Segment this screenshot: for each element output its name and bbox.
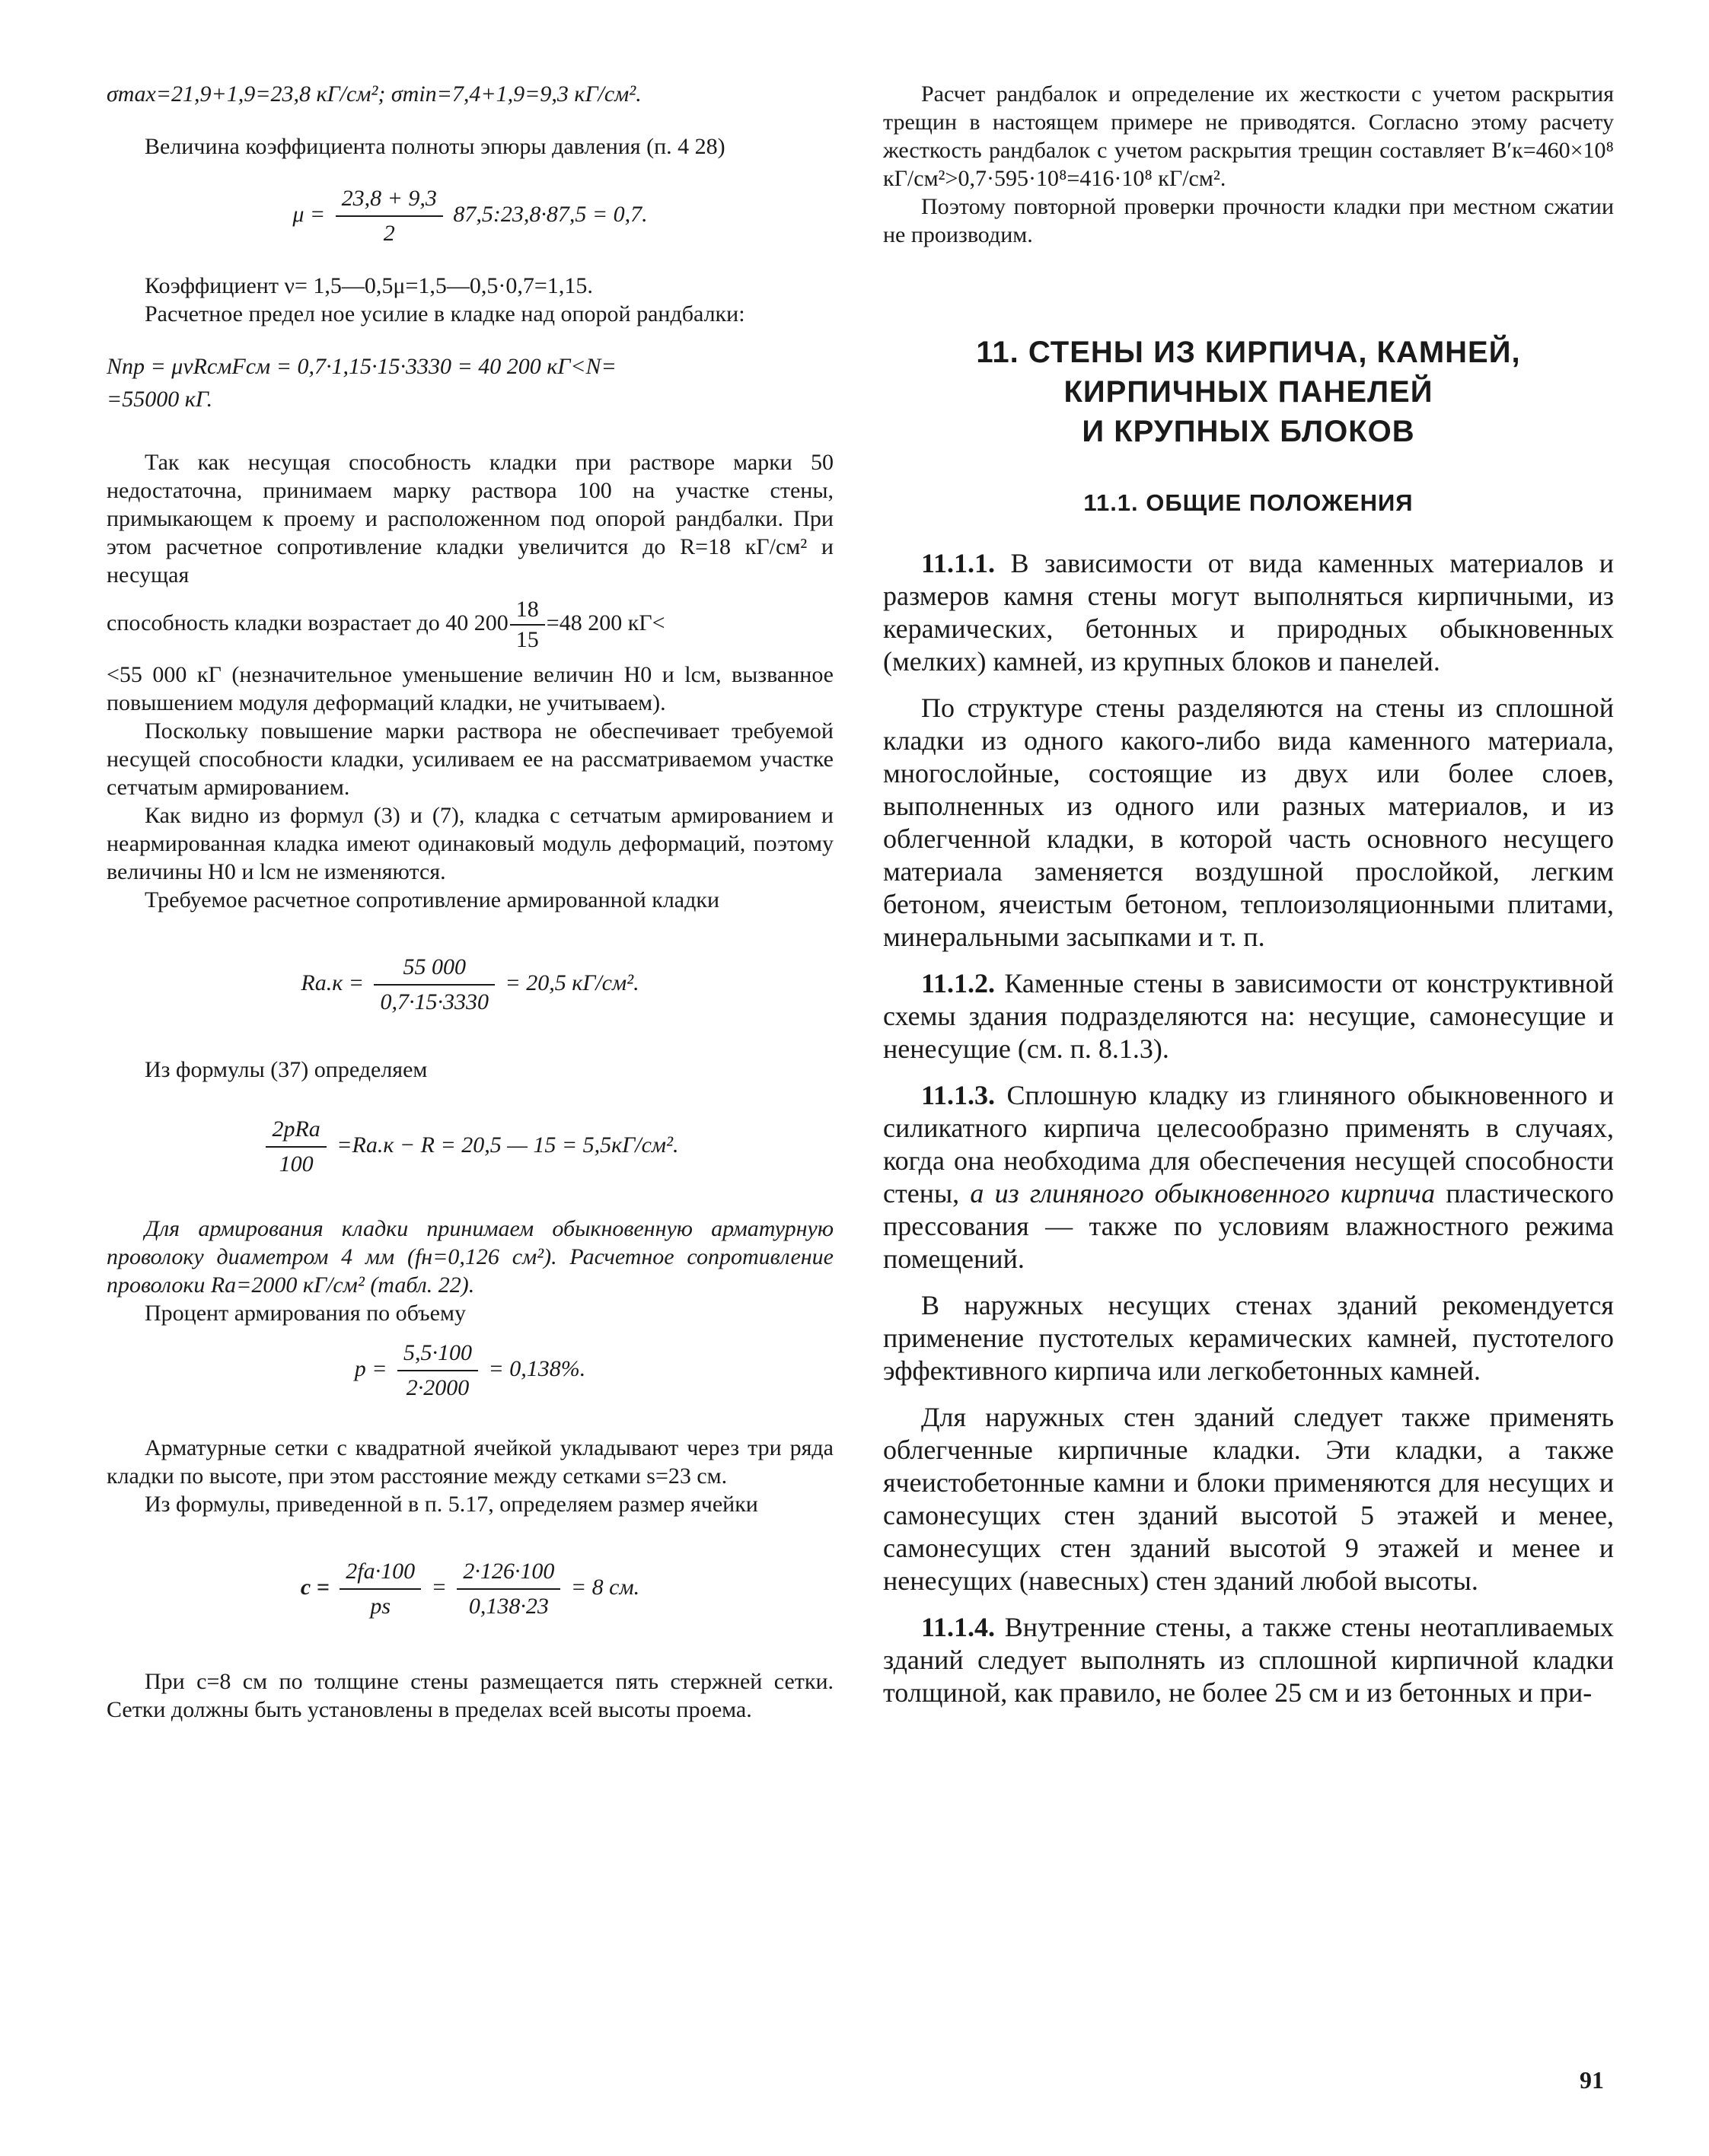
clause-11-1-2: [883, 967, 1614, 1065]
clause-number: 11.1.1.: [921, 548, 996, 578]
denominator: ps: [370, 1594, 391, 1619]
paragraph: Из формулы (37) определяем: [145, 1057, 428, 1082]
formula-c: [107, 1556, 834, 1622]
fraction: [457, 1556, 560, 1622]
paragraph: Для наружных стен зданий следует также применять облегченные кирпичные кладки. Эти кладки, а также ячеистобетонные камни и блоки применяются для несущих и самонесущих стен зданий высотой 5 этажей и менее, самонесущих стен зданий высотой 9 этажей и менее и ненесущих (навесных) стен зданий любой высоты.: [883, 1402, 1614, 1596]
clause-text: Каменные стены в зависимости от конструктивной схемы здания подразделяются на: несущие, самонесущие и ненесущие (см. п. 8.1.3).: [883, 968, 1614, 1064]
denominator: 100: [279, 1151, 314, 1177]
formula-rhs: = 20,5 кГ/см².: [505, 970, 639, 995]
formula-eq: =: [431, 1574, 447, 1600]
formula-rhs: 87,5:23,8·87,5 = 0,7.: [453, 201, 648, 227]
fraction: [266, 1114, 326, 1180]
clause-text: Сплошную кладку из глиняного обыкновенного и силикатного кирпича целесообразно применять в случаях, когда она необходима для обеспечения несущей способности стены,: [883, 1080, 1614, 1209]
numerator: 23,8 + 9,3: [336, 183, 443, 217]
numerator: 2·126·100: [457, 1556, 560, 1590]
formula-text: =48 200 кГ<: [546, 610, 665, 635]
formula-lhs: Rа.к =: [301, 970, 364, 995]
stress-values-line: σmax=21,9+1,9=23,8 кГ/см²; σmin=7,4+1,9=9,3 кГ/см².: [107, 81, 642, 107]
paragraph: В наружных несущих стенах зданий рекомендуется применение пустотелых керамических камней, пустотелого эффективного кирпича или легкобетонных камней.: [883, 1290, 1614, 1386]
formula-npr: [107, 352, 834, 413]
clause-number: 11.1.3.: [921, 1080, 996, 1110]
numerator: 5,5·100: [397, 1338, 478, 1371]
heading-line: КИРПИЧНЫХ ПАНЕЛЕЙ: [1063, 375, 1433, 409]
formula-rhs: =Rа.к − R = 20,5 — 15 = 5,5кГ/см².: [336, 1132, 679, 1158]
left-column: [107, 80, 834, 1724]
clause-text: Внутренние стены, а также стены неотапливаемых зданий следует выполнять из сплошной кирпичной кладки толщиной, как правило, не более 25 см и из бетонных и при-: [883, 1612, 1614, 1708]
numerator: 55 000: [374, 952, 495, 986]
paragraph: Так как несущая способность кладки при растворе марки 50 недостаточна, принимаем марку раствора 100 на участке стены, примыкающем к проему и расположенном под опорой рандбалки. При этом расчетное сопротивление кладки увеличится до R=18 кГ/см² и несущая: [107, 450, 834, 588]
paragraph: Как видно из формул (3) и (7), кладка с сетчатым армированием и неармированная кладка имеют одинаковый модуль деформаций, поэтому величины H0 и lсм не изменяются.: [107, 803, 834, 884]
heading-line: И КРУПНЫХ БЛОКОВ: [1082, 415, 1415, 448]
paragraph: Поэтому повторной проверки прочности кладки при местном сжатии не производим.: [883, 194, 1614, 247]
right-column: [883, 80, 1614, 1709]
formula-inline-capacity: [107, 597, 834, 653]
paragraph: Из формулы, приведенной в п. 5.17, определяем размер ячейки: [145, 1492, 758, 1517]
formula-lhs: μ =: [292, 201, 326, 227]
numerator: 2pRа: [266, 1114, 326, 1148]
fraction: [336, 183, 443, 249]
fraction: [397, 1338, 478, 1403]
clause-number: 11.1.2.: [921, 968, 996, 998]
subsection-heading-11-1: 11.1. ОБЩИЕ ПОЛОЖЕНИЯ: [1083, 489, 1414, 516]
formula-lhs: p =: [354, 1355, 387, 1381]
formula-rak: [107, 952, 834, 1017]
numerator: 18: [510, 597, 545, 626]
clause-text: пластического прессования — также по условиям влажностного режима помещений.: [883, 1178, 1614, 1274]
paragraph: Величина коэффициента полноты эпюры давления (п. 4 28): [145, 134, 725, 159]
clause-11-1-3: [883, 1079, 1614, 1275]
clause-text-italic: а из глиняного обыкновенного кирпича: [970, 1178, 1436, 1209]
paragraph: Расчет рандбалок и определение их жесткости с учетом раскрытия трещин в настоящем примере не приводятся. Согласно этому расчету жесткость рандбалок с учетом раскрытия трещин составляет B′к=460×10⁸ кГ/см²>0,7·595·10⁸=416·10⁸ кГ/см².: [883, 81, 1614, 191]
paragraph: По структуре стены разделяются на стены из сплошной кладки из одного какого-либо вида каменного материала, многослойные, состоящие из двух или более слоев, выполненных из одного или разных материалов, и из облегченной кладки, в которой часть основного несущего материала заменяется воздушной прослойкой, легким бетоном, ячеистым бетоном, теплоизоляционными плитами, минеральными засыпками и т. п.: [883, 693, 1614, 952]
denominator: 15: [515, 627, 539, 652]
denominator: 0,138·23: [468, 1594, 549, 1619]
clause-number: 11.1.4.: [921, 1612, 996, 1642]
formula-p: [107, 1338, 834, 1403]
formula-line: Nпр = μνRсмFсм = 0,7·1,15·15·3330 = 40 200 кГ<N=: [107, 354, 617, 379]
formula-2pr: [107, 1114, 834, 1180]
paragraph: Коэффициент ν= 1,5—0,5μ=1,5—0,5·0,7=1,15.: [145, 273, 593, 298]
formula-rhs: = 0,138%.: [488, 1355, 586, 1381]
clause-11-1-1: [883, 547, 1614, 678]
formula-mu: [107, 183, 834, 249]
paragraph: Процент армирования по объему: [145, 1301, 466, 1326]
numerator: 2fа·100: [340, 1556, 421, 1590]
paragraph: Для армирования кладки принимаем обыкновенную арматурную проволоку диаметром 4 мм (fн=0,126 см²). Расчетное сопротивление проволоки Rа=2000 кГ/см² (табл. 22).: [107, 1216, 834, 1298]
paragraph: <55 000 кГ (незначительное уменьшение величин H0 и lсм, вызванное повышением модуля деформаций кладки, не учитываем).: [107, 662, 834, 715]
fraction: [340, 1556, 421, 1622]
denominator: 2: [383, 221, 395, 246]
clause-text: В зависимости от вида каменных материалов и размеров камня стены могут выполняться кирпичными, из керамических, бетонных и природных обыкновенных (мелких) камней, из крупных блоков и панелей.: [883, 548, 1614, 677]
fraction: [510, 597, 545, 653]
page-number: 91: [1580, 2066, 1604, 2094]
paragraph: При c=8 см по толщине стены размещается пять стержней сетки. Сетки должны быть установлены в пределах всей высоты проема.: [107, 1669, 834, 1722]
denominator: 2·2000: [406, 1375, 470, 1400]
heading-line: 11. СТЕНЫ ИЗ КИРПИЧА, КАМНЕЙ,: [976, 336, 1521, 369]
formula-rhs: = 8 см.: [570, 1574, 640, 1600]
clause-11-1-4: [883, 1611, 1614, 1709]
formula-lhs: c =: [300, 1574, 330, 1600]
section-heading-11: [883, 333, 1614, 451]
paragraph: Поскольку повышение марки раствора не обеспечивает требуемой несущей способности кладки, усиливаем ее на рассматриваемом участке сетчатым армированием.: [107, 718, 834, 800]
fraction: [374, 952, 495, 1017]
paragraph: Требуемое расчетное сопротивление армированной кладки: [145, 887, 720, 912]
denominator: 0,7·15·3330: [380, 989, 489, 1014]
formula-text: способность кладки возрастает до 40 200: [107, 610, 509, 635]
paragraph: Расчетное предел ное усилие в кладке над опорой рандбалки:: [145, 301, 745, 326]
formula-line: =55000 кГ.: [107, 387, 213, 412]
paragraph: Арматурные сетки с квадратной ячейкой укладывают через три ряда кладки по высоте, при этом расстояние между сетками s=23 см.: [107, 1435, 834, 1489]
